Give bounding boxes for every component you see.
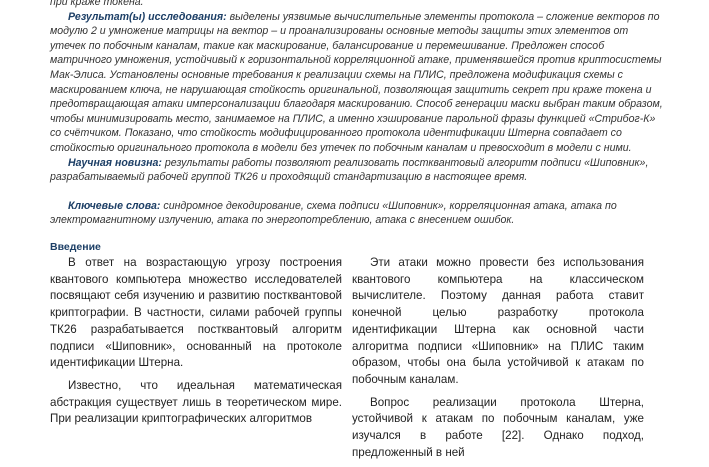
results-label: Результат(ы) исследования: (68, 10, 227, 23)
intro-paragraph-3: Эти атаки можно провести без использования квантового компьютера на классическом вычислителе. Поэтому данная работа ставит конечной целью разработку протокола идентификации Штерна как основной части алгоритма подписи «Шиповник» на ПЛИС таким образом, чтобы она была устойчивой к атакам по побочным каналам. (352, 256, 644, 386)
keywords-text: синдромное декодирование, схема подписи «Шиповник», корреляционная атака, атака по электромагнитному излучению, атака по энергопотреблению, атака с внесением ошибок. (50, 199, 617, 227)
novelty-label: Научная новизна: (68, 156, 162, 169)
results-paragraph (50, 10, 665, 156)
novelty-paragraph (50, 156, 665, 185)
section-title-introduction: Введение (50, 241, 101, 253)
results-text: выделены уязвимые вычислительные элементы протокола – сложение векторов по модулю 2 и умножение матрицы на вектор – и проанализированы основные методы защиты этих элементов от утечек по побочным каналам, такие как маскирование, балансирование и перемешивание. Предложен способ матричного умножения, устойчивый к горизонтальной корреляционной атаке, применявшейся против криптосистемы Мак-Элиса. Установлены основные требования к реализации схемы на ПЛИС, предложена модификация схемы с маскированием ключа, не нарушающая стойкость оригинальной, позволяющая защитить секрет при краже токена и предотвращающая атаки имперсонализации благодаря маскированию. Способ генерации маски выбран таким образом, чтобы минимизировать место, занимаемое на ПЛИС, а именно хэширование парольной фразы функцией «Стрибог-К» со счётчиком. Показано, что стойкость модифицированного протокола идентификации Штерна совпадает со стойкостью оригинального протокола в модели без утечек по побочным каналам и превосходит в модели с ними. (50, 10, 663, 154)
intro-paragraph-1: В ответ на возрастающую угрозу построения квантового компьютера множество исследователей посвящают себя изучению и развитию постквантовой криптографии. В частности, силами рабочей группы ТК26 разрабатывается постквантовый алгоритм подписи «Шиповник», основанный на протоколе идентификации Штерна. (50, 256, 342, 370)
body-column-right (352, 255, 644, 467)
keywords-label: Ключевые слова: (68, 199, 161, 212)
novelty-text: результаты работы позволяют реализовать постквантовый алгоритм подписи «Шиповник», разрабатываемый рабочей группой ТК26 и проходящий стандартизацию в настоящее время. (50, 156, 649, 184)
body-column-left (50, 255, 342, 434)
intro-paragraph-4: Вопрос реализации протокола Штерна, устойчивой к атакам по побочным каналам, уже изучался в работе [22]. Однако подход, предложенный в ней (352, 395, 644, 459)
abstract-top-fragment: при краже токена. (50, 0, 144, 8)
abstract-block (50, 0, 665, 228)
intro-paragraph-2: Известно, что идеальная математическая абстракция существует лишь в теоретическом мире. При реализации криптографических алгоритмов (50, 378, 342, 426)
keywords-paragraph (50, 199, 665, 228)
